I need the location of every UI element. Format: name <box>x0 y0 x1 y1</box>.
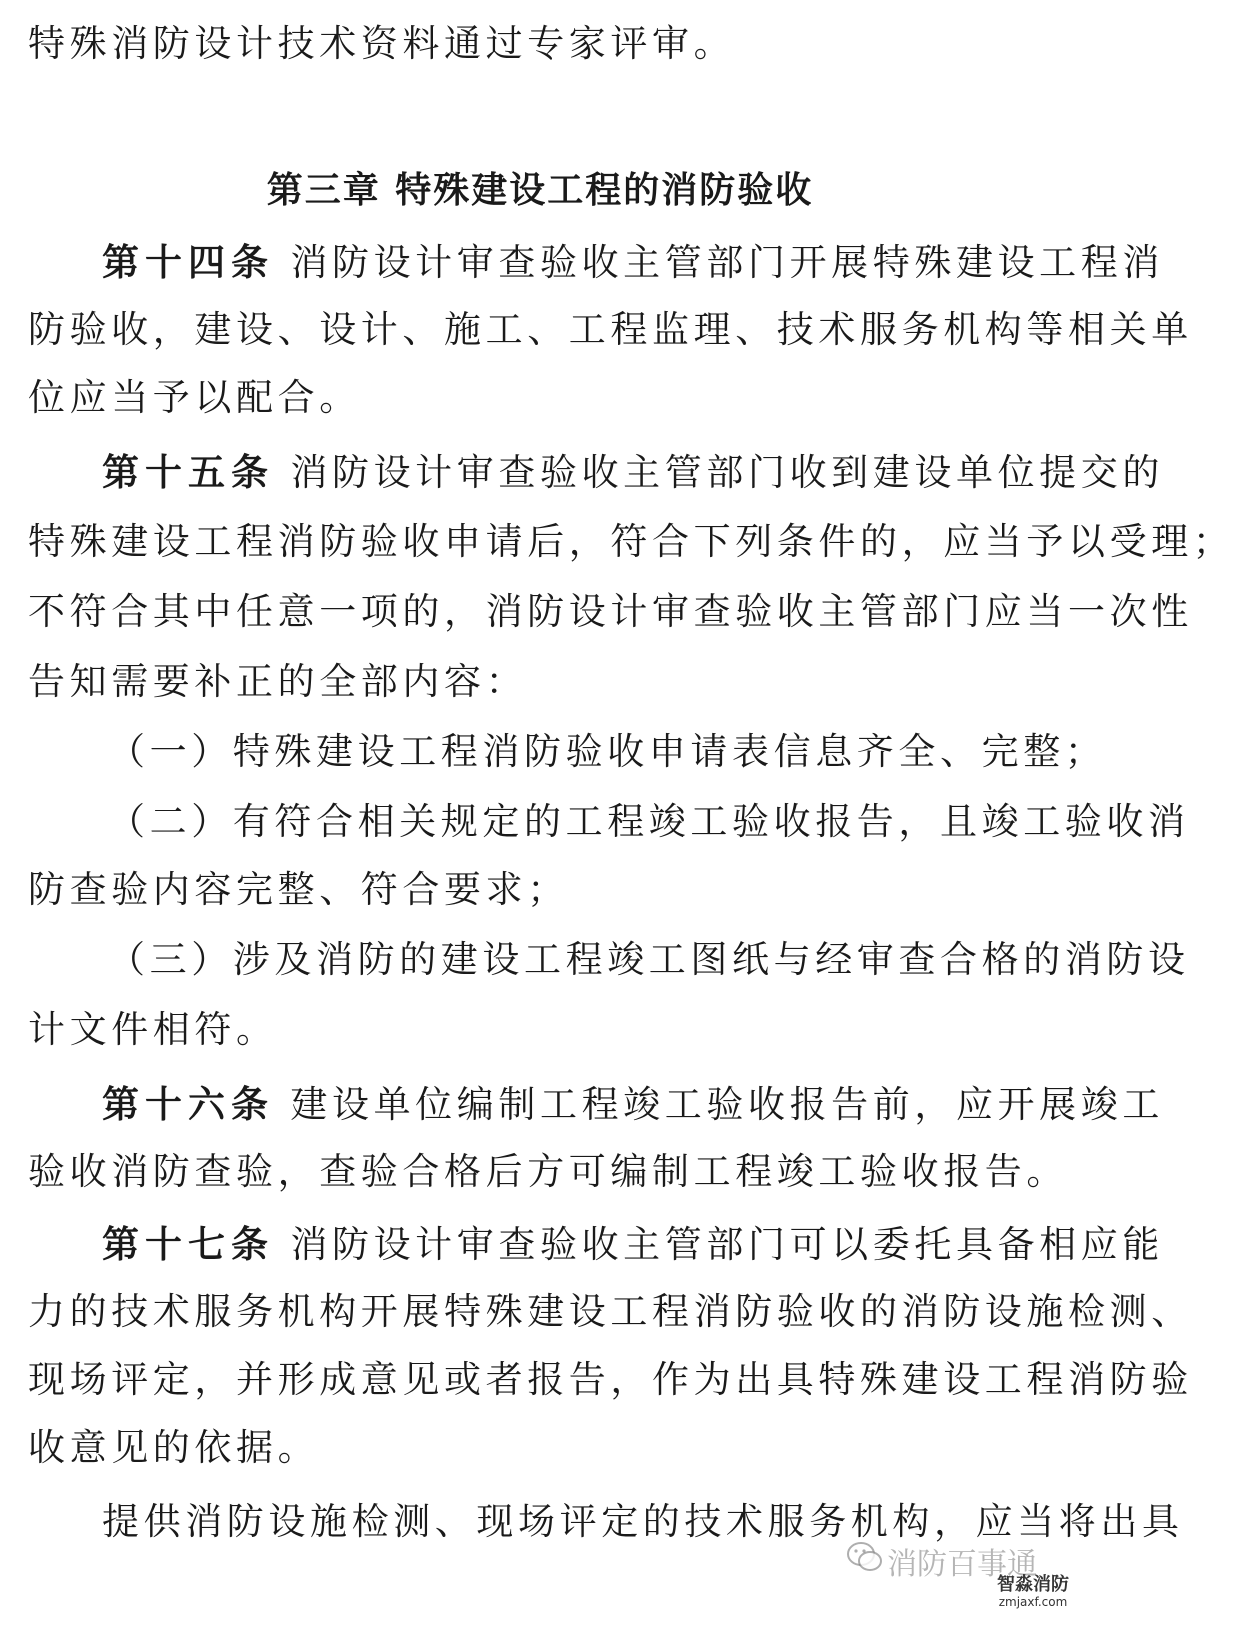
text-line: 特殊消防设计技术资料通过专家评审。 <box>28 22 736 65</box>
text-line: 收意见的依据。 <box>28 1426 320 1469</box>
text-line: 消防设计审查验收主管部门开展特殊建设工程消 <box>290 241 1164 284</box>
text-line: 位应当予以配合。 <box>28 376 361 419</box>
article-16-first-line <box>102 1082 1164 1127</box>
article-number: 第十六条 <box>102 1082 274 1126</box>
text-line: 提供消防设施检测、现场评定的技术服务机构，应当将出具 <box>102 1500 1184 1543</box>
watermark-brand: 消防百事通 <box>887 1547 1037 1582</box>
text-line: 防查验内容完整、符合要求； <box>28 868 569 911</box>
text-line: 不符合其中任意一项的，消防设计审查验收主管部门应当一次性 <box>28 590 1193 633</box>
article-number: 第十七条 <box>102 1222 274 1266</box>
list-item: （一）特殊建设工程消防验收申请表信息齐全、完整； <box>108 730 1107 773</box>
list-item: （二）有符合相关规定的工程竣工验收报告，且竣工验收消 <box>108 800 1190 843</box>
text-line: 现场评定，并形成意见或者报告，作为出具特殊建设工程消防验 <box>28 1358 1193 1401</box>
text-line: 验收消防查验，查验合格后方可编制工程竣工验收报告。 <box>28 1150 1068 1193</box>
text-line: 告知需要补正的全部内容： <box>28 660 528 703</box>
site-url: zmjaxf.com <box>998 1595 1068 1609</box>
site-name: 智淼消防 <box>997 1574 1069 1595</box>
text-line: 防验收，建设、设计、施工、工程监理、技术服务机构等相关单 <box>28 308 1193 351</box>
article-number: 第十四条 <box>102 240 274 284</box>
text-line: 消防设计审查验收主管部门可以委托具备相应能 <box>290 1223 1164 1266</box>
article-17-first-line <box>102 1222 1164 1267</box>
text-line: 力的技术服务机构开展特殊建设工程消防验收的消防设施检测、 <box>28 1290 1193 1333</box>
text-line: 计文件相符。 <box>28 1008 278 1051</box>
text-line: 特殊建设工程消防验收申请后，符合下列条件的，应当予以受理； <box>28 520 1234 563</box>
text-line: 消防设计审查验收主管部门收到建设单位提交的 <box>290 451 1164 494</box>
list-item: （三）涉及消防的建设工程竣工图纸与经审查合格的消防设 <box>108 938 1190 981</box>
chapter-heading: 第三章 特殊建设工程的消防验收 <box>266 169 814 211</box>
site-logo <box>997 1575 1069 1609</box>
wechat-icon <box>845 1539 885 1575</box>
article-number: 第十五条 <box>102 450 274 494</box>
article-14-first-line <box>102 240 1164 285</box>
article-15-first-line <box>102 450 1164 495</box>
watermark <box>845 1535 1075 1620</box>
text-line: 建设单位编制工程竣工验收报告前，应开展竣工 <box>290 1083 1164 1126</box>
